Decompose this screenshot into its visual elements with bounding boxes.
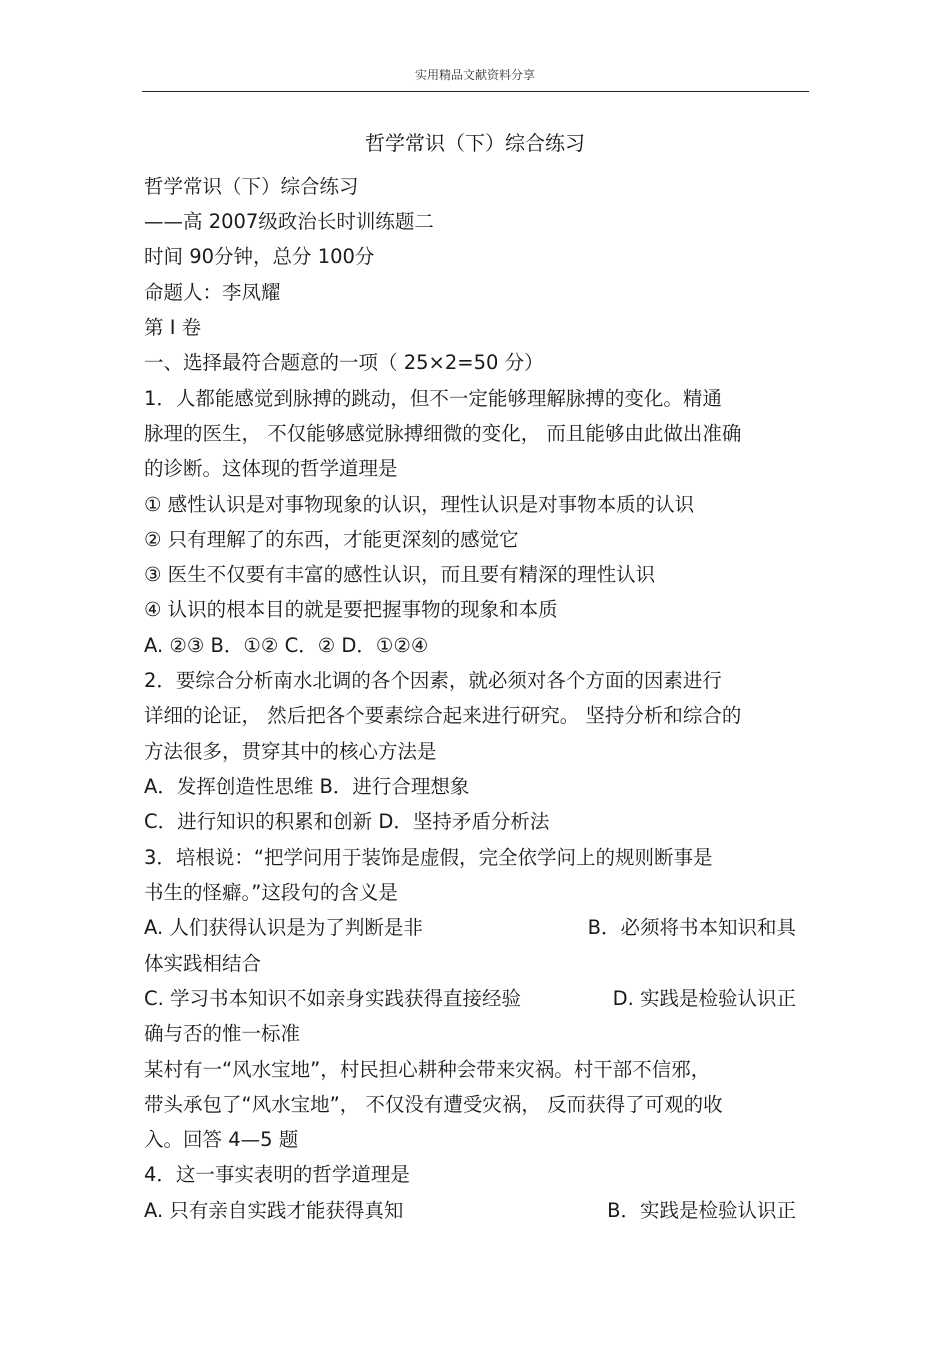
question-2-text: 详细的论证， 然后把各个要素综合起来进行研究。 坚持分析和综合的 bbox=[144, 704, 742, 727]
choice-b: B．必须将书本知识和具 bbox=[587, 916, 796, 939]
choice-d: D. 实践是检验认识正 bbox=[612, 987, 796, 1010]
time-score-line: 时间 90分钟，总分 100分 bbox=[144, 245, 375, 268]
section-heading: 一、选择最符合题意的一项（ 25×2=50 分） bbox=[144, 351, 544, 374]
passage-text: 某村有一“风水宝地”，村民担心耕种会带来灾祸。村干部不信邪， bbox=[144, 1058, 711, 1081]
question-1-option: ④ 认识的根本目的就是要把握事物的现象和本质 bbox=[144, 598, 558, 621]
question-1-option: ② 只有理解了的东西，才能更深刻的感觉它 bbox=[144, 528, 519, 551]
question-3-text: 3．培根说：“把学问用于装饰是虚假，完全依学问上的规则断事是 bbox=[144, 846, 713, 869]
choice-b-continued: 体实践相结合 bbox=[144, 952, 262, 975]
volume-heading: 第 I 卷 bbox=[144, 316, 202, 339]
question-1-text: 的诊断。这体现的哲学道理是 bbox=[144, 457, 398, 480]
header-rule bbox=[142, 91, 809, 92]
question-4-choices-ab bbox=[144, 1197, 796, 1225]
page-header: 实用精品文献资料分享 bbox=[414, 68, 535, 82]
subtitle-line: 哲学常识（下）综合练习 bbox=[144, 175, 359, 198]
question-1-choices: A. ②③ B．①② C．② D．①②④ bbox=[144, 634, 429, 657]
question-3-choices-ab bbox=[144, 914, 796, 942]
choice-b: B．实践是检验认识正 bbox=[607, 1199, 796, 1222]
question-2-choices: C．进行知识的积累和创新 D．坚持矛盾分析法 bbox=[144, 810, 550, 833]
choice-d-continued: 确与否的惟一标准 bbox=[144, 1022, 301, 1045]
question-3-text: 书生的怪癖。”这段句的含义是 bbox=[144, 881, 398, 904]
passage-text: 带头承包了“风水宝地”， 不仅没有遭受灾祸， 反而获得了可观的收 bbox=[144, 1093, 723, 1116]
grade-line: ——高 2007级政治长时训练题二 bbox=[144, 210, 434, 233]
choice-a: A. 只有亲自实践才能获得真知 bbox=[144, 1199, 404, 1222]
question-2-choices: A．发挥创造性思维 B．进行合理想象 bbox=[144, 775, 470, 798]
passage-text: 入。回答 4—5 题 bbox=[144, 1128, 299, 1151]
question-3-choices-cd bbox=[144, 985, 796, 1013]
choice-a: A. 人们获得认识是为了判断是非 bbox=[144, 916, 423, 939]
question-1-text: 脉理的医生， 不仅能够感觉脉搏细微的变化， 而且能够由此做出准确 bbox=[144, 422, 742, 445]
question-1-text: 1．人都能感觉到脉搏的跳动，但不一定能够理解脉搏的变化。精通 bbox=[144, 387, 722, 410]
document-title: 哲学常识（下）综合练习 bbox=[365, 131, 585, 155]
question-2-text: 2．要综合分析南水北调的各个因素，就必须对各个方面的因素进行 bbox=[144, 669, 722, 692]
choice-c: C. 学习书本知识不如亲身实践获得直接经验 bbox=[144, 987, 522, 1010]
question-2-text: 方法很多，贯穿其中的核心方法是 bbox=[144, 740, 437, 763]
question-4-text: 4．这一事实表明的哲学道理是 bbox=[144, 1163, 410, 1186]
question-1-option: ① 感性认识是对事物现象的认识，理性认识是对事物本质的认识 bbox=[144, 493, 695, 516]
author-line: 命题人：李凤耀 bbox=[144, 281, 281, 304]
question-1-option: ③ 医生不仅要有丰富的感性认识，而且要有精深的理性认识 bbox=[144, 563, 656, 586]
